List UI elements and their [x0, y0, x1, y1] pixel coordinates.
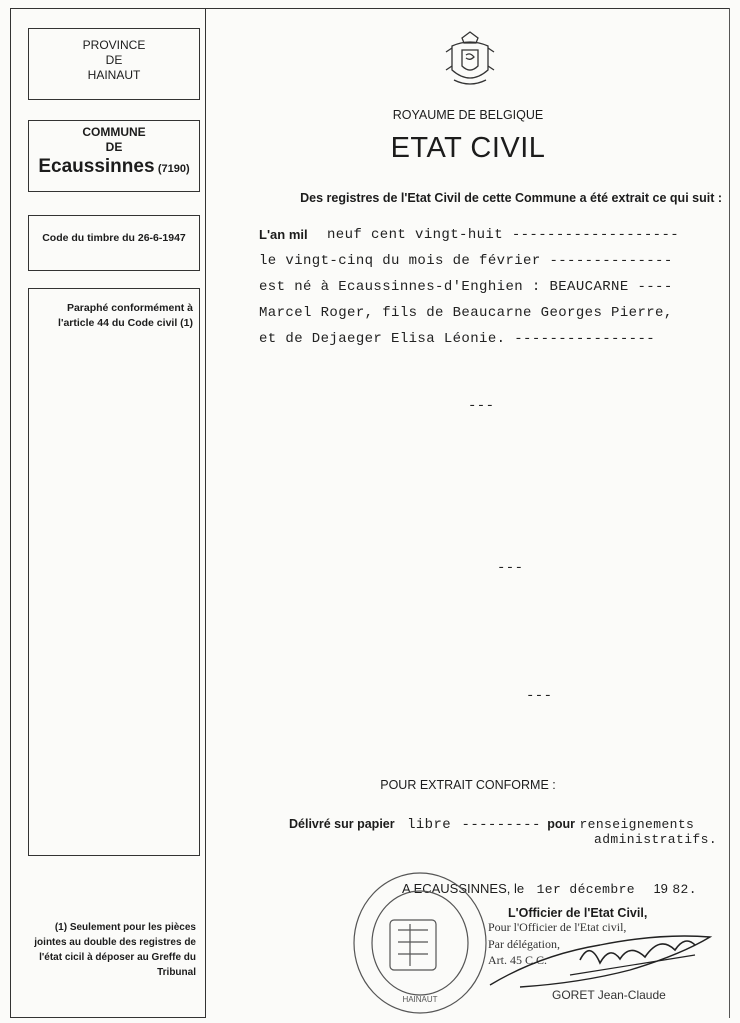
commune-line-2: DE [105, 140, 123, 154]
record-line-5: et de Dejaeger Elisa Léonie. ---------------- [259, 331, 656, 347]
commune-name-row [29, 156, 199, 177]
handwritten-signature-icon [480, 915, 720, 995]
for-officer: Pour l'Officier de l'Etat civil, [488, 920, 627, 934]
province-line-2: DE [105, 53, 123, 67]
page-title: ETAT CIVIL [390, 132, 546, 164]
article: Art. 45 C.C. [488, 953, 548, 967]
record-line-3: est né à Ecaussinnes-d'Enghien : BEAUCARNE ---- [259, 279, 673, 295]
footnote [28, 920, 196, 980]
postal-code: (7190) [157, 163, 190, 175]
place-label: A ECAUSSINNES, le [402, 881, 525, 896]
delivery-dashes: --------- [461, 817, 541, 833]
record-line-4: Marcel Roger, fils de Beaucarne Georges Pierre, [259, 305, 673, 321]
purpose-2: administratifs. [594, 832, 718, 847]
record-line-2: le vingt-cinq du mois de février -------------- [259, 253, 673, 269]
province-box [28, 28, 200, 100]
separator-1: --- [468, 398, 495, 414]
pour-label: pour [547, 817, 575, 831]
officer-title: L'Officier de l'Etat Civil, [508, 906, 648, 920]
separator-2: --- [497, 560, 524, 576]
intro-text: Des registres de l'Etat Civil de cette Commune a été extrait ce qui suit : [300, 191, 722, 205]
delegation: Par délégation, [488, 937, 560, 951]
record-lead: L'an mil [259, 227, 308, 242]
purpose-1: renseignements [579, 817, 695, 832]
province-line-3: HAINAUT [87, 68, 141, 82]
paper-type: libre [407, 817, 452, 833]
paraphe-text: Paraphé conformément à l'article 44 du Code civil (1) [58, 302, 193, 329]
record-line-1: neuf cent vingt-huit ------------------- [327, 227, 680, 243]
separator-3: --- [526, 688, 553, 704]
year-suffix: 82. [672, 882, 697, 897]
province-line-1: PROVINCE [82, 38, 146, 52]
officer-name: GORET Jean-Claude [552, 988, 666, 1002]
coat-of-arms-icon [440, 30, 500, 88]
delivered-label: Délivré sur papier [289, 817, 395, 831]
delivery-row [289, 815, 694, 833]
commune-box [28, 120, 200, 192]
kingdom: ROYAUME DE BELGIQUE [392, 108, 544, 122]
paraphe-box [28, 288, 200, 856]
year-prefix: 19 [653, 881, 668, 896]
date-typed: 1er décembre [536, 882, 635, 897]
stamp-code-box [28, 215, 200, 271]
stamp-region: HAINAUT [402, 995, 438, 1004]
commune-name: Ecaussinnes [38, 156, 155, 177]
footnote-text: (1) Seulement pour les pièces jointes au double des registres de l'état cicil à déposer au Greffe du Tribunal [34, 922, 196, 978]
top-rule [206, 8, 730, 9]
commune-line-1: COMMUNE [82, 125, 146, 139]
stamp-code: Code du timbre du 26-6-1947 [42, 232, 186, 244]
certification-heading: POUR EXTRAIT CONFORME : [380, 778, 556, 792]
